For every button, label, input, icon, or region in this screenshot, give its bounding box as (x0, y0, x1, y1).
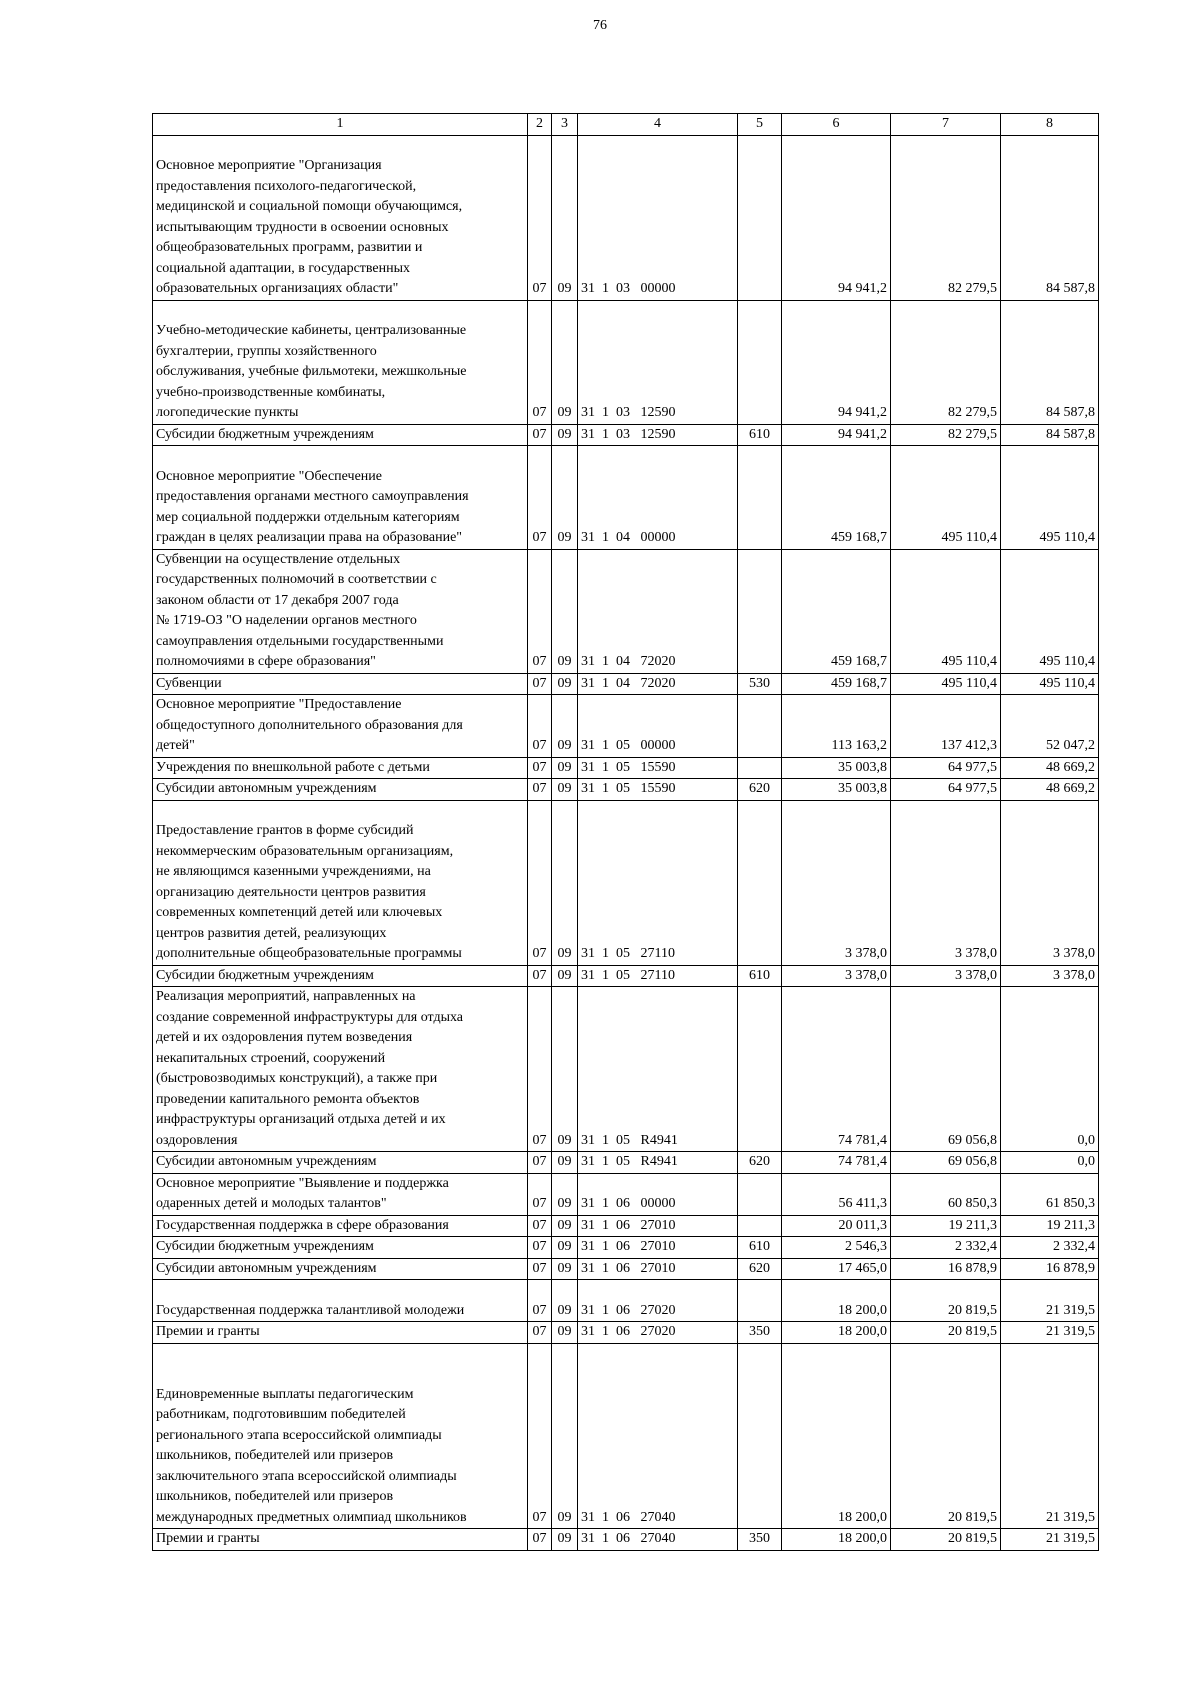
row-name-cell: Премии и гранты (153, 1529, 528, 1551)
expense-type-cell (738, 300, 782, 424)
amount-col7-cell: 82 279,5 (891, 424, 1001, 446)
code-section-cell: 07 (528, 1215, 552, 1237)
code-target-article-cell: 31 1 04 00000 (578, 446, 738, 550)
code-subsection-cell: 09 (552, 1529, 578, 1551)
amount-col7-cell: 69 056,8 (891, 1152, 1001, 1174)
code-section-cell: 07 (528, 1322, 552, 1344)
expense-type-cell: 610 (738, 1237, 782, 1259)
table-body (153, 135, 1099, 1550)
code-subsection-cell: 09 (552, 1152, 578, 1174)
code-target-article-cell: 31 1 06 27020 (578, 1280, 738, 1322)
code-subsection-cell: 09 (552, 549, 578, 673)
expense-type-cell (738, 1280, 782, 1322)
amount-col8-cell: 3 378,0 (1001, 965, 1099, 987)
amount-col7-cell: 82 279,5 (891, 300, 1001, 424)
row-name-cell: Субсидии автономным учреждениям (153, 779, 528, 801)
amount-col7-cell: 82 279,5 (891, 135, 1001, 300)
row-name-cell: Предоставление грантов в форме субсидий некоммерческим образовательным организациям, не являющимся казенными учреждениями, на организацию деятельности центров развития современных компетенций детей или ключевых центров развития детей, реализующих дополнительные общеобразовательные программы (153, 800, 528, 965)
expense-type-cell (738, 1173, 782, 1215)
amount-col7-cell: 20 819,5 (891, 1322, 1001, 1344)
column-header: 6 (782, 114, 891, 136)
amount-col7-cell: 137 412,3 (891, 695, 1001, 758)
budget-table (152, 113, 1099, 1551)
row-name-cell: Учебно-методические кабинеты, централизованные бухгалтерии, группы хозяйственного обслуживания, учебные фильмотеки, межшкольные учебно-производственные комбинаты, логопедические пункты (153, 300, 528, 424)
amount-col8-cell: 3 378,0 (1001, 800, 1099, 965)
amount-col7-cell: 69 056,8 (891, 987, 1001, 1152)
code-subsection-cell: 09 (552, 757, 578, 779)
amount-col6-cell: 20 011,3 (782, 1215, 891, 1237)
row-name-cell: Субсидии бюджетным учреждениям (153, 1237, 528, 1259)
amount-col6-cell: 18 200,0 (782, 1280, 891, 1322)
column-header: 7 (891, 114, 1001, 136)
amount-col6-cell: 35 003,8 (782, 757, 891, 779)
amount-col8-cell: 84 587,8 (1001, 300, 1099, 424)
code-section-cell: 07 (528, 673, 552, 695)
code-section-cell: 07 (528, 779, 552, 801)
code-target-article-cell: 31 1 03 00000 (578, 135, 738, 300)
amount-col8-cell: 48 669,2 (1001, 757, 1099, 779)
row-name-cell: Субсидии автономным учреждениям (153, 1152, 528, 1174)
code-target-article-cell: 31 1 05 R4941 (578, 987, 738, 1152)
row-name-cell: Субвенции на осуществление отдельных государственных полномочий в соответствии с законом области от 17 декабря 2007 года № 1719-ОЗ "О наделении органов местного самоуправления отдельными государственными полномочиями в сфере образования" (153, 549, 528, 673)
expense-type-cell: 610 (738, 965, 782, 987)
code-section-cell: 07 (528, 1237, 552, 1259)
amount-col6-cell: 74 781,4 (782, 987, 891, 1152)
column-header: 4 (578, 114, 738, 136)
table-row (153, 1280, 1099, 1322)
code-subsection-cell: 09 (552, 695, 578, 758)
code-section-cell: 07 (528, 965, 552, 987)
row-name-cell: Субсидии автономным учреждениям (153, 1258, 528, 1280)
code-subsection-cell: 09 (552, 1322, 578, 1344)
amount-col7-cell: 495 110,4 (891, 446, 1001, 550)
code-subsection-cell: 09 (552, 300, 578, 424)
amount-col6-cell: 459 168,7 (782, 549, 891, 673)
code-subsection-cell: 09 (552, 673, 578, 695)
amount-col7-cell: 495 110,4 (891, 549, 1001, 673)
code-subsection-cell: 09 (552, 1237, 578, 1259)
row-name-cell: Премии и гранты (153, 1322, 528, 1344)
row-name-cell: Реализация мероприятий, направленных на создание современной инфраструктуры для отдыха детей и их оздоровления путем возведения некапитальных строений, сооружений (быстровозводимых конструкций), а также при проведении капитального ремонта объектов инфраструктуры организаций отдыха детей и их оздоровления (153, 987, 528, 1152)
code-subsection-cell: 09 (552, 965, 578, 987)
amount-col7-cell: 20 819,5 (891, 1529, 1001, 1551)
code-section-cell: 07 (528, 695, 552, 758)
row-name-cell: Субвенции (153, 673, 528, 695)
code-subsection-cell: 09 (552, 1215, 578, 1237)
expense-type-cell (738, 757, 782, 779)
column-header: 3 (552, 114, 578, 136)
table-row (153, 1152, 1099, 1174)
row-name-cell: Государственная поддержка талантливой молодежи (153, 1280, 528, 1322)
code-subsection-cell: 09 (552, 1280, 578, 1322)
table-row (153, 965, 1099, 987)
header-row (153, 114, 1099, 136)
table-row (153, 424, 1099, 446)
table-row (153, 695, 1099, 758)
table-row (153, 135, 1099, 300)
expense-type-cell (738, 695, 782, 758)
amount-col8-cell: 21 319,5 (1001, 1280, 1099, 1322)
code-target-article-cell: 31 1 05 27110 (578, 800, 738, 965)
amount-col8-cell: 21 319,5 (1001, 1322, 1099, 1344)
amount-col6-cell: 18 200,0 (782, 1343, 891, 1529)
code-target-article-cell: 31 1 05 00000 (578, 695, 738, 758)
code-section-cell: 07 (528, 1258, 552, 1280)
column-header: 2 (528, 114, 552, 136)
amount-col6-cell: 459 168,7 (782, 673, 891, 695)
amount-col8-cell: 495 110,4 (1001, 549, 1099, 673)
row-name-cell: Учреждения по внешкольной работе с детьми (153, 757, 528, 779)
code-section-cell: 07 (528, 446, 552, 550)
amount-col6-cell: 94 941,2 (782, 135, 891, 300)
expense-type-cell (738, 549, 782, 673)
table-row (153, 549, 1099, 673)
code-target-article-cell: 31 1 06 27010 (578, 1215, 738, 1237)
amount-col7-cell: 64 977,5 (891, 779, 1001, 801)
code-target-article-cell: 31 1 03 12590 (578, 300, 738, 424)
table-row (153, 1529, 1099, 1551)
column-header: 1 (153, 114, 528, 136)
amount-col8-cell: 0,0 (1001, 987, 1099, 1152)
amount-col8-cell: 0,0 (1001, 1152, 1099, 1174)
code-section-cell: 07 (528, 1529, 552, 1551)
code-target-article-cell: 31 1 05 15590 (578, 779, 738, 801)
amount-col8-cell: 16 878,9 (1001, 1258, 1099, 1280)
expense-type-cell: 620 (738, 779, 782, 801)
table-row (153, 300, 1099, 424)
column-header: 5 (738, 114, 782, 136)
amount-col8-cell: 52 047,2 (1001, 695, 1099, 758)
amount-col7-cell: 16 878,9 (891, 1258, 1001, 1280)
amount-col7-cell: 495 110,4 (891, 673, 1001, 695)
amount-col7-cell: 3 378,0 (891, 965, 1001, 987)
amount-col7-cell: 64 977,5 (891, 757, 1001, 779)
amount-col6-cell: 17 465,0 (782, 1258, 891, 1280)
expense-type-cell: 530 (738, 673, 782, 695)
table-row (153, 1215, 1099, 1237)
expense-type-cell (738, 1215, 782, 1237)
amount-col8-cell: 21 319,5 (1001, 1529, 1099, 1551)
code-target-article-cell: 31 1 05 R4941 (578, 1152, 738, 1174)
amount-col8-cell: 19 211,3 (1001, 1215, 1099, 1237)
code-target-article-cell: 31 1 06 27040 (578, 1529, 738, 1551)
amount-col6-cell: 3 378,0 (782, 800, 891, 965)
row-name-cell: Единовременные выплаты педагогическим работникам, подготовившим победителей регионального этапа всероссийской олимпиады школьников, победителей или призеров заключительного этапа всероссийской олимпиады школьников, победителей или призеров международных предметных олимпиад школьников (153, 1343, 528, 1529)
code-section-cell: 07 (528, 1280, 552, 1322)
code-subsection-cell: 09 (552, 800, 578, 965)
row-name-cell: Государственная поддержка в сфере образования (153, 1215, 528, 1237)
amount-col6-cell: 3 378,0 (782, 965, 891, 987)
table-row (153, 446, 1099, 550)
code-section-cell: 07 (528, 757, 552, 779)
code-target-article-cell: 31 1 03 12590 (578, 424, 738, 446)
row-name-cell: Основное мероприятие "Обеспечение предоставления органами местного самоуправления мер социальной поддержки отдельным категориям граждан в целях реализации права на образование" (153, 446, 528, 550)
table-row (153, 1237, 1099, 1259)
code-target-article-cell: 31 1 06 00000 (578, 1173, 738, 1215)
code-subsection-cell: 09 (552, 135, 578, 300)
expense-type-cell (738, 135, 782, 300)
amount-col6-cell: 113 163,2 (782, 695, 891, 758)
amount-col8-cell: 495 110,4 (1001, 446, 1099, 550)
code-subsection-cell: 09 (552, 987, 578, 1152)
amount-col7-cell: 20 819,5 (891, 1343, 1001, 1529)
code-subsection-cell: 09 (552, 779, 578, 801)
column-header: 8 (1001, 114, 1099, 136)
row-name-cell: Основное мероприятие "Организация предоставления психолого-педагогической, медицинской и социальной помощи обучающимся, испытывающим трудности в освоении основных общеобразовательных программ, развитии и социальной адаптации, в государственных образовательных организациях области" (153, 135, 528, 300)
amount-col6-cell: 74 781,4 (782, 1152, 891, 1174)
amount-col6-cell: 56 411,3 (782, 1173, 891, 1215)
table-row (153, 1258, 1099, 1280)
code-target-article-cell: 31 1 06 27010 (578, 1237, 738, 1259)
amount-col7-cell: 3 378,0 (891, 800, 1001, 965)
code-section-cell: 07 (528, 1173, 552, 1215)
amount-col6-cell: 18 200,0 (782, 1322, 891, 1344)
amount-col7-cell: 19 211,3 (891, 1215, 1001, 1237)
code-target-article-cell: 31 1 05 15590 (578, 757, 738, 779)
row-name-cell: Субсидии бюджетным учреждениям (153, 965, 528, 987)
table-row (153, 800, 1099, 965)
amount-col7-cell: 60 850,3 (891, 1173, 1001, 1215)
amount-col6-cell: 459 168,7 (782, 446, 891, 550)
code-subsection-cell: 09 (552, 1343, 578, 1529)
amount-col7-cell: 2 332,4 (891, 1237, 1001, 1259)
amount-col8-cell: 84 587,8 (1001, 424, 1099, 446)
expense-type-cell (738, 446, 782, 550)
code-section-cell: 07 (528, 1343, 552, 1529)
code-subsection-cell: 09 (552, 1258, 578, 1280)
expense-type-cell: 620 (738, 1258, 782, 1280)
amount-col6-cell: 2 546,3 (782, 1237, 891, 1259)
code-section-cell: 07 (528, 424, 552, 446)
table-row (153, 757, 1099, 779)
table-row (153, 779, 1099, 801)
code-section-cell: 07 (528, 135, 552, 300)
row-name-cell: Субсидии бюджетным учреждениям (153, 424, 528, 446)
expense-type-cell (738, 1343, 782, 1529)
code-subsection-cell: 09 (552, 1173, 578, 1215)
amount-col6-cell: 94 941,2 (782, 300, 891, 424)
expense-type-cell: 350 (738, 1529, 782, 1551)
amount-col6-cell: 18 200,0 (782, 1529, 891, 1551)
amount-col8-cell: 61 850,3 (1001, 1173, 1099, 1215)
amount-col6-cell: 94 941,2 (782, 424, 891, 446)
amount-col8-cell: 84 587,8 (1001, 135, 1099, 300)
code-section-cell: 07 (528, 1152, 552, 1174)
expense-type-cell: 620 (738, 1152, 782, 1174)
code-target-article-cell: 31 1 04 72020 (578, 549, 738, 673)
amount-col8-cell: 21 319,5 (1001, 1343, 1099, 1529)
amount-col8-cell: 48 669,2 (1001, 779, 1099, 801)
code-target-article-cell: 31 1 04 72020 (578, 673, 738, 695)
code-subsection-cell: 09 (552, 424, 578, 446)
code-section-cell: 07 (528, 549, 552, 673)
code-target-article-cell: 31 1 06 27020 (578, 1322, 738, 1344)
amount-col7-cell: 20 819,5 (891, 1280, 1001, 1322)
code-subsection-cell: 09 (552, 446, 578, 550)
expense-type-cell: 350 (738, 1322, 782, 1344)
code-section-cell: 07 (528, 300, 552, 424)
table-row (153, 987, 1099, 1152)
amount-col6-cell: 35 003,8 (782, 779, 891, 801)
code-target-article-cell: 31 1 06 27010 (578, 1258, 738, 1280)
row-name-cell: Основное мероприятие "Предоставление общедоступного дополнительного образования для детей" (153, 695, 528, 758)
page-number: 76 (593, 18, 607, 33)
table-row (153, 673, 1099, 695)
amount-col8-cell: 2 332,4 (1001, 1237, 1099, 1259)
table-row (153, 1322, 1099, 1344)
code-section-cell: 07 (528, 800, 552, 965)
table-row (153, 1173, 1099, 1215)
expense-type-cell: 610 (738, 424, 782, 446)
table-row (153, 1343, 1099, 1529)
code-target-article-cell: 31 1 05 27110 (578, 965, 738, 987)
row-name-cell: Основное мероприятие "Выявление и поддержка одаренных детей и молодых талантов" (153, 1173, 528, 1215)
code-section-cell: 07 (528, 987, 552, 1152)
code-target-article-cell: 31 1 06 27040 (578, 1343, 738, 1529)
expense-type-cell (738, 987, 782, 1152)
amount-col8-cell: 495 110,4 (1001, 673, 1099, 695)
expense-type-cell (738, 800, 782, 965)
